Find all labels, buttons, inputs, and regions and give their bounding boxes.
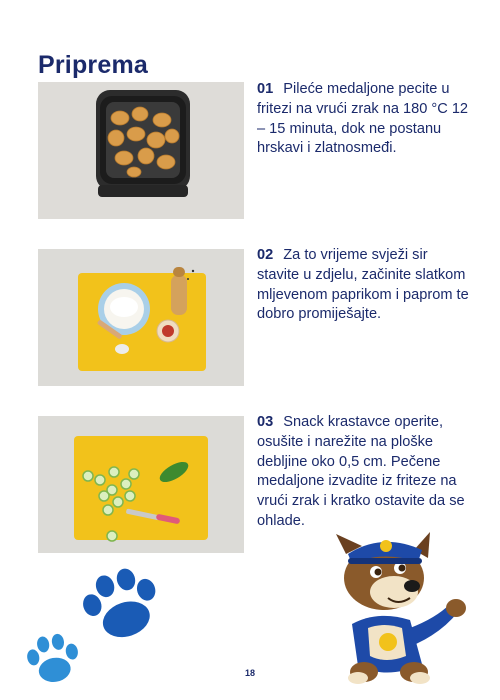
step-2-text bbox=[257, 246, 469, 325]
step-2-photo-cheese-bowl bbox=[38, 249, 244, 386]
step-3-description: Snack krastavce operite, osušite i narežite na ploške debljine oko 0,5 cm. Pečene medaljone izvadite iz friteze na vrući zrak i kratko ostavite da se ohlade. bbox=[257, 414, 465, 529]
step-1-photo-air-fryer bbox=[38, 82, 244, 219]
page-number: 18 bbox=[244, 668, 255, 678]
step-1-description: Pileće medaljone pecite u fritezi na vrući zrak na 180 °C 12 – 15 minuta, dok ne postanu hrskavi i zlatnosmeđi. bbox=[257, 81, 469, 157]
step-3-text bbox=[257, 413, 469, 532]
paw-print-icon bbox=[78, 566, 166, 651]
step-1-text bbox=[257, 80, 469, 159]
step-2-number: 02 bbox=[257, 247, 274, 263]
step-3-photo-cucumber-slices bbox=[38, 416, 244, 553]
step-2-description: Za to vrijeme svježi sir stavite u zdjelu, začinite slatkom mljevenom paprikom i paprom te dobro promiješajte. bbox=[257, 247, 469, 323]
mascot-police-pup-illustration bbox=[318, 532, 468, 697]
step-1-number: 01 bbox=[257, 81, 274, 97]
step-3-number: 03 bbox=[257, 414, 274, 430]
page-title: Priprema bbox=[38, 50, 148, 79]
paw-print-icon bbox=[24, 632, 82, 693]
